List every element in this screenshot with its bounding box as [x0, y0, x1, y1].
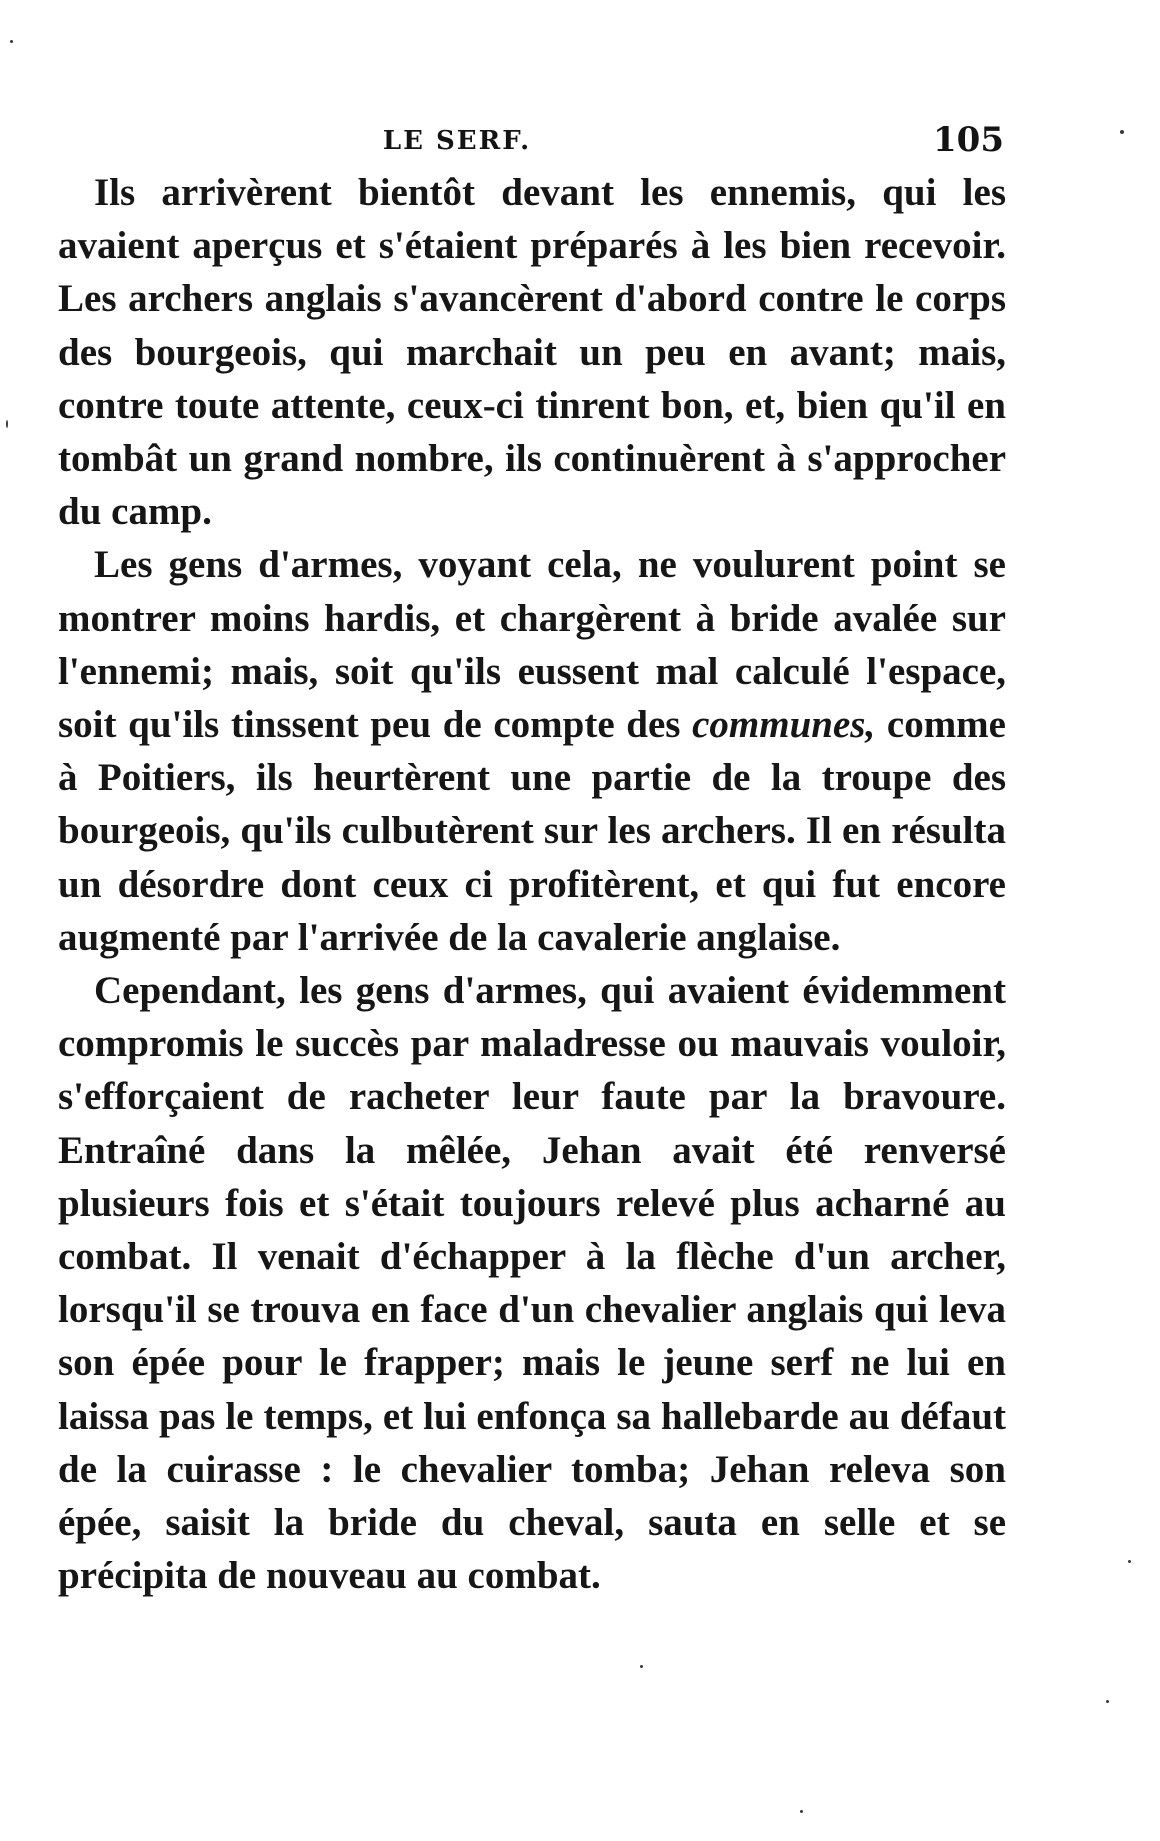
- paragraph-2-text-after: comme à Poitiers, ils heurtèrent une partie de la troupe des bourgeois, qu'ils culbutèrent sur les archers. Il en résulta un désordre dont ceux ci profitèrent, et qui fut encore augmenté par l'arrivée de la cavalerie anglaise.: [58, 703, 1006, 959]
- paragraph-1: Ils arrivèrent bientôt devant les ennemis, qui les avaient aperçus et s'étaient préparés à les bien recevoir. Les archers anglais s'avancèrent d'abord contre le corps des bourgeois, qui marchait un peu en avant; mais, contre toute attente, ceux-ci tinrent bon, et, bien qu'il en tombât un grand nombre, ils continuèrent à s'approcher du camp.: [58, 171, 1006, 534]
- scan-speck: [1128, 1560, 1131, 1563]
- scan-speck: [800, 1810, 803, 1813]
- paragraph-2-text-before: Les gens d'armes, voyant cela, ne voulurent point se montrer moins hardis, et chargèrent à bride avalée sur l'ennemi; mais, soit qu'ils eussent mal calculé l'espace, soit qu'ils tinssent peu de compte des: [58, 543, 1006, 747]
- body-text: [58, 166, 1006, 1602]
- paragraph-3: Cependant, les gens d'armes, qui avaient évidemment compromis le succès par maladresse ou mauvais vouloir, s'efforçaient de racheter leur faute par la bravoure. Entraîné dans la mêlée, Jehan avait été renversé plusieurs fois et s'était toujours relevé plus acharné au combat. Il venait d'échapper à la flèche d'un archer, lorsqu'il se trouva en face d'un chevalier anglais qui leva son épée pour le frapper; mais le jeune serf ne lui en laissa pas le temps, et lui enfonça sa hallebarde au défaut de la cuirasse : le chevalier tomba; Jehan releva son épée, saisit la bride du cheval, sauta en selle et se précipita de nouveau au combat.: [58, 969, 1006, 1598]
- running-title: LE SERF.: [382, 126, 532, 156]
- scan-speck: [1106, 1700, 1109, 1703]
- scan-speck: [640, 1665, 643, 1668]
- scan-speck: [10, 40, 13, 43]
- running-head: [58, 120, 1006, 166]
- paragraph-2-italic-text: communes,: [692, 703, 876, 747]
- page-number: 105: [933, 120, 1004, 160]
- paragraph-2: [58, 538, 1006, 964]
- scan-speck: [6, 420, 8, 428]
- scan-speck: [1120, 130, 1124, 134]
